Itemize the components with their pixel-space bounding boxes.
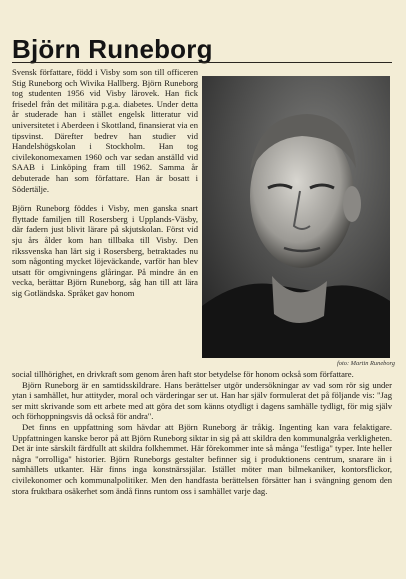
photo-caption: foto: Martin Runeborg bbox=[337, 360, 395, 367]
page-title: Björn Runeborg bbox=[12, 34, 213, 64]
paragraph: Det finns en uppfattning som hävdar att Björn Runeborg är tråkig. Ingenting kan vara felaktigare. Uppfattningen kanske beror på att Björn Runeborg siktar in sig på att skildra den kommunalgråa verkligheten. Det är inte särskilt färdfullt att skildra folkhemmet. Här förekommer inte så många "festliga" typer. Inte heller några "orrolliga" historier. Björn Runeborgs gestalter befinner sig i produktionens centrum, snarare än i samhällets utkanter. Här finns inga konstnärssjälar. Istället möter man bilmekaniker, kontorsflickor, civilekonomer och kommunalpolitiker. Men den handfasta berättelsen försätter han i svängning genom den stora fruktbara osäkerhet som ändå finns runtom oss i samhället varje dag. bbox=[12, 421, 392, 496]
paragraph: social tillhörighet, en drivkraft som genom åren haft stor betydelse för honom också som författare. bbox=[12, 369, 354, 379]
title-rule bbox=[12, 62, 392, 63]
paragraph: Björn Runeborg är en samtidsskildrare. Hans berättelser utgör undersökningar av vad som rör sig under ytan i samhället, hur attityder, moral och värderingar ser ut. Han har själv formulerat det på följande vis: "Jag ser mitt skrivande som ett arbete med att göra det som känns otydligt i dagens samhälle tydligt, för mig själv och förhoppningsvis då också för andra". bbox=[12, 379, 392, 422]
intro-column bbox=[12, 67, 198, 307]
body-text bbox=[12, 369, 392, 496]
paragraph: Björn Runeborg föddes i Visby, men ganska snart flyttade familjen till Rosersberg i Upplands-Väsby, där fadern just blivit lärare på skjutskolan. Först vid sju års ålder kom han tillbaka till Visby. Den rikssvenska han lärt sig i Rosersberg, betraktades nu som någonting mycket löjeväckande, varför han blev utsatt för omgivningens glåringar. På mindre än en vecka, berättar Björn Runeborg, såg han till att lära sig Gotländska. Språket gav honom bbox=[12, 203, 198, 298]
portrait-illustration bbox=[202, 76, 390, 358]
author-portrait-photo bbox=[202, 76, 390, 358]
paragraph: Svensk författare, född i Visby som son till officeren Stig Runeborg och Wivika Hallberg. Björn Runeborg tog studenten 1956 vid Visby lärovek. Han fick frisedel från det militära p.g.a. diabetes. Under detta år studerade han i stället engelsk litteratur vid universitetet i Aberdeen i Skottland, finansierat via en tipsvinst. Därefter bedrev han studier vid Handelshögskolan i Stockholm. Han tog civilekonomexamen 1960 och var sedan anställd vid SAAB i Linköping fram till 1962. Samma år debuterade han som författare. Han är bosatt i Södertälje. bbox=[12, 67, 198, 194]
